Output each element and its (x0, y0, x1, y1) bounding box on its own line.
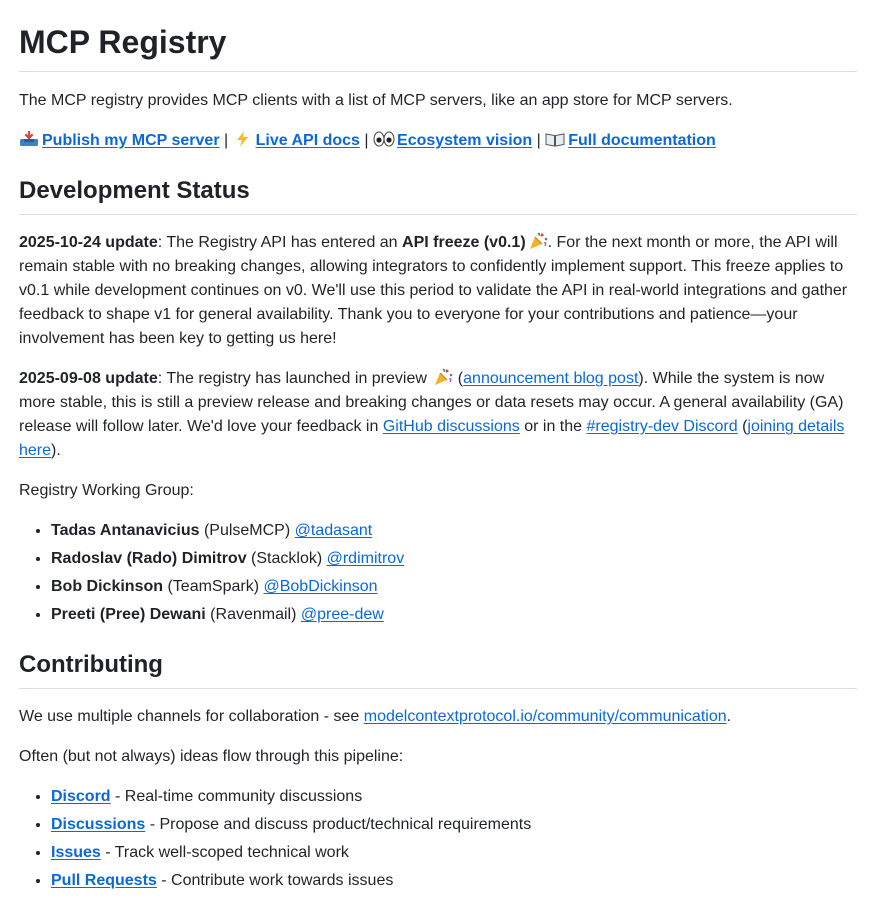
update-1-text: : The Registry API has entered an (157, 234, 403, 251)
list-item (51, 547, 857, 575)
list-item (51, 603, 857, 631)
open-book-icon (545, 131, 565, 147)
api-docs-link[interactable]: Live API docs (255, 132, 360, 149)
member-handle-link[interactable]: @BobDickinson (263, 578, 378, 595)
ecosystem-vision-link[interactable]: Ecosystem vision (397, 132, 533, 149)
paren-open: ( (453, 370, 464, 387)
member-handle-link[interactable]: @rdimitrov (326, 550, 405, 567)
member-name: Radoslav (Rado) Dimitrov (51, 550, 247, 567)
update-1-date: 2025-10-24 update (19, 234, 158, 251)
full-docs-link[interactable]: Full documentation (568, 132, 716, 149)
discussions-link[interactable]: Discussions (51, 816, 146, 833)
member-handle-link[interactable]: @pree-dew (300, 606, 384, 623)
intro-paragraph: The MCP registry provides MCP clients with a list of MCP servers, like an app store for MCP servers. (19, 92, 733, 109)
channels-end: . (726, 708, 732, 725)
issues-link[interactable]: Issues (51, 844, 101, 861)
pipeline-desc: - Track well-scoped technical work (100, 844, 349, 861)
page-title: MCP Registry (19, 0, 857, 72)
member-name: Preeti (Pree) Dewani (51, 606, 206, 623)
pipeline-desc: - Propose and discuss product/technical requirements (145, 816, 532, 833)
member-handle-link[interactable]: @tadasant (294, 522, 373, 539)
list-item (51, 841, 857, 869)
member-org: (Stacklok) (246, 550, 327, 567)
member-org: (Ravenmail) (205, 606, 301, 623)
channels-text: We use multiple channels for collaboration - see (19, 708, 364, 725)
dev-status-heading: Development Status (19, 173, 857, 215)
list-item (51, 813, 857, 841)
list-item (51, 785, 857, 813)
working-group-label: Registry Working Group: (19, 482, 194, 499)
link-separator: | (224, 132, 229, 149)
member-org: (TeamSpark) (163, 578, 264, 595)
joining-details-link[interactable]: joining details here (19, 418, 845, 459)
update-2-text-paren: ( (737, 418, 748, 435)
update-paragraph-1 (19, 231, 857, 351)
announcement-blog-link[interactable]: announcement blog post (463, 370, 639, 387)
pull-requests-link[interactable]: Pull Requests (51, 872, 157, 889)
update-2-text-or: or in the (519, 418, 587, 435)
github-discussions-link[interactable]: GitHub discussions (382, 418, 520, 435)
inbox-tray-icon (19, 131, 39, 147)
pipeline-desc: - Real-time community discussions (110, 788, 363, 805)
contributing-heading: Contributing (19, 647, 857, 689)
pipeline-list (19, 785, 857, 897)
link-separator: | (364, 132, 369, 149)
channels-paragraph (19, 705, 857, 729)
member-name: Tadas Antanavicius (51, 522, 200, 539)
link-separator: | (536, 132, 541, 149)
member-name: Bob Dickinson (51, 578, 164, 595)
communication-link[interactable]: modelcontextprotocol.io/community/communication (363, 708, 727, 725)
discord-link[interactable]: Discord (51, 788, 111, 805)
api-freeze-label: API freeze (v0.1) (402, 234, 526, 251)
update-2-text: : The registry has launched in preview (157, 370, 432, 387)
working-group-list (19, 519, 857, 631)
registry-dev-discord-link[interactable]: #registry-dev Discord (586, 418, 738, 435)
update-paragraph-2 (19, 367, 857, 463)
list-item (51, 869, 857, 897)
party-popper-icon (528, 232, 548, 250)
party-popper-icon (433, 368, 453, 386)
pipeline-desc: - Contribute work towards issues (156, 872, 394, 889)
eyes-icon (373, 131, 395, 147)
pipeline-intro: Often (but not always) ideas flow through this pipeline: (19, 748, 404, 765)
update-2-text-end: ). (51, 442, 61, 459)
top-links-row (19, 129, 857, 153)
lightning-icon (233, 131, 253, 147)
update-2-text-cont: ). While the system is now more stable, this is still a preview release and breaking changes or data resets may occur. A general availability (GA) release will follow later. We'd love your feedback in (19, 370, 844, 435)
member-org: (PulseMCP) (199, 522, 295, 539)
list-item (51, 519, 857, 547)
list-item (51, 575, 857, 603)
publish-link[interactable]: Publish my MCP server (42, 132, 220, 149)
update-2-date: 2025-09-08 update (19, 370, 158, 387)
update-1-text-cont: . For the next month or more, the API will remain stable with no breaking changes, allowing integrators to confidently implement support. This freeze applies to v0.1 while development continues on v0. We'll use this period to validate the API in real-world integrations and gather feedback to shape v1 for general availability. Thank you to everyone for your contributions and patience—your involvement has been key to getting us here! (19, 234, 848, 347)
